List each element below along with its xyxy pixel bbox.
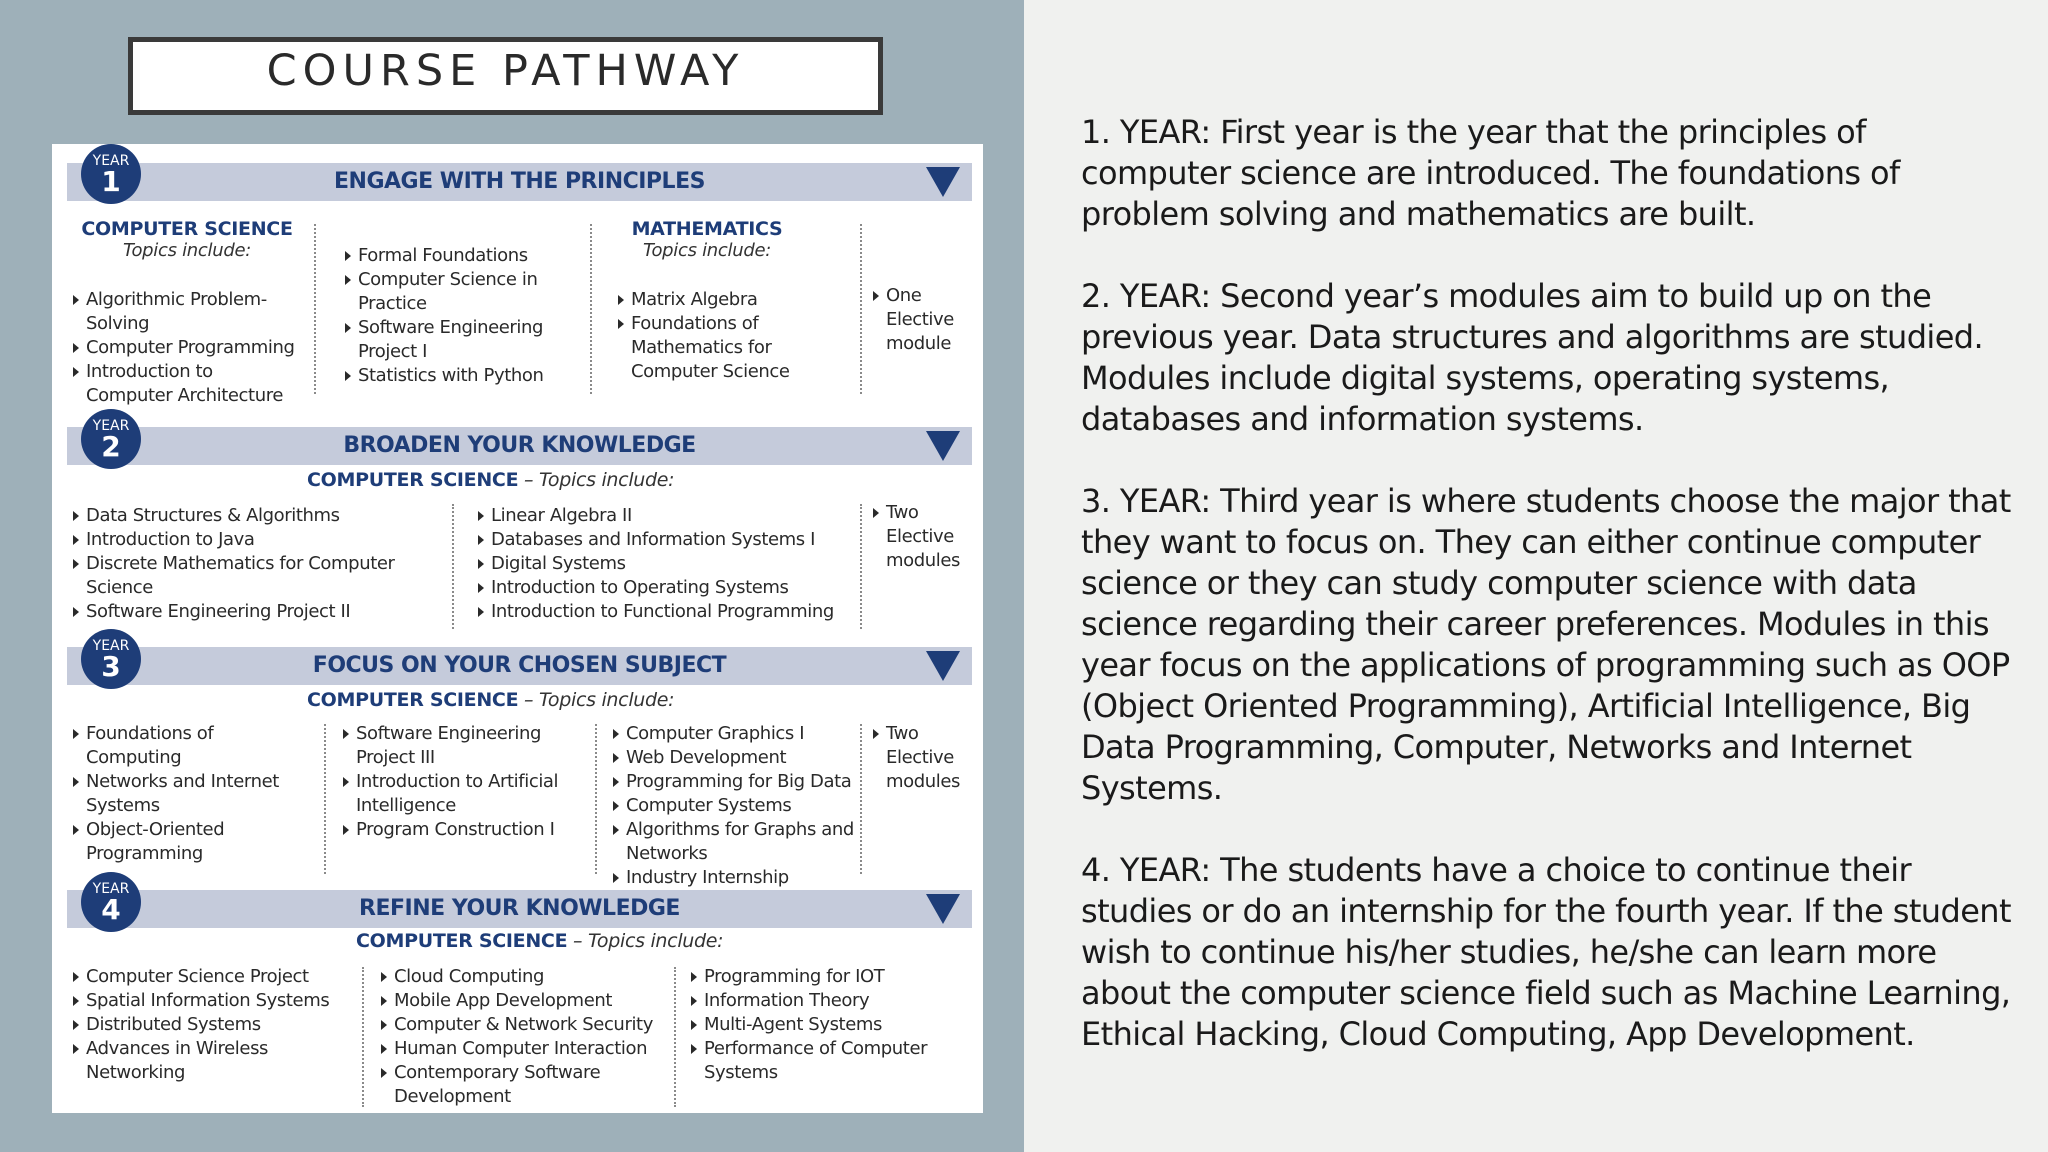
- list-item: Discrete Mathematics for Computer Science: [72, 552, 442, 600]
- badge-number: 4: [101, 893, 121, 926]
- year-3-topics-line: [307, 689, 674, 711]
- year-3-paragraph: 3. YEAR: Third year is where students choose the major that they want to focus on. They can either continue computer science or they can study computer science with data science regarding their career preferences. Modules in this year focus on the applications of programming such as OOP (Object Oriented Programming), Artificial Intelligence, Big Data Programming, Computer, Networks and Internet Systems.: [1081, 482, 2011, 807]
- course-pathway-diagram: [52, 144, 983, 1113]
- year-4-col-1: [72, 965, 342, 1085]
- list-item: Contemporary Software Development: [380, 1061, 675, 1109]
- badge-word: YEAR: [92, 881, 130, 897]
- badge-word: YEAR: [92, 418, 130, 434]
- list-item: Introduction to Functional Programming: [477, 600, 867, 624]
- list-item: Introduction to Java: [72, 528, 442, 552]
- list-item: Spatial Information Systems: [72, 989, 342, 1013]
- year-2-paragraph: 2. YEAR: Second year’s modules aim to build up on the previous year. Data structures and algorithms are studied. Modules include digital systems, operating systems, databases and information systems.: [1081, 277, 1984, 438]
- divider: [860, 724, 862, 874]
- list-item: Databases and Information Systems I: [477, 528, 867, 552]
- year-2-badge: [81, 409, 141, 469]
- year-4-paragraph: 4. YEAR: The students have a choice to continue their studies or do an internship for the fourth year. If the student wish to continue his/her studies, he/she can learn more about the computer science field such as Machine Learning, Ethical Hacking, Cloud Computing, App Development.: [1081, 851, 2011, 1053]
- list-item: Introduction to Operating Systems: [477, 576, 867, 600]
- year-1-paragraph: 1. YEAR: First year is the year that the principles of computer science are introduced. The foundations of problem solving and mathematics are built.: [1081, 113, 1900, 233]
- list-item: Software Engineering Project II: [72, 600, 442, 624]
- down-arrow-icon: [926, 167, 960, 197]
- list-item: Algorithmic Problem-Solving: [72, 288, 304, 336]
- year-3-elective: [872, 722, 972, 794]
- year-4-bar: [67, 890, 972, 928]
- divider: [590, 224, 592, 394]
- year-1-elective: [872, 284, 972, 356]
- cs-heading: COMPUTER SCIENCE: [81, 218, 293, 240]
- elective-item: One Elective module: [872, 284, 972, 356]
- year-1-math-header: [607, 218, 807, 261]
- year-2-bar: [67, 427, 972, 465]
- topics-include: – Topics include:: [524, 469, 675, 491]
- list-item: Mobile App Development: [380, 989, 675, 1013]
- badge-word: YEAR: [92, 153, 130, 169]
- list-item: Computer Systems: [612, 794, 857, 818]
- list-item: Human Computer Interaction: [380, 1037, 675, 1061]
- list-item: Networks and Internet Systems: [72, 770, 312, 818]
- divider: [362, 967, 364, 1107]
- year-3-col-1: [72, 722, 312, 866]
- list-item: Program Construction I: [342, 818, 572, 842]
- divider: [324, 724, 326, 874]
- elective-item: Two Elective modules: [872, 722, 972, 794]
- list-item: Formal Foundations: [344, 244, 544, 268]
- year-1-col-2: [344, 244, 544, 388]
- list-item: Distributed Systems: [72, 1013, 342, 1037]
- list-item: Introduction to Artificial Intelligence: [342, 770, 572, 818]
- cs-heading: COMPUTER SCIENCE: [307, 689, 519, 711]
- list-item: Programming for IOT: [690, 965, 950, 989]
- badge-number: 1: [101, 165, 121, 198]
- list-item: Programming for Big Data: [612, 770, 857, 794]
- cs-heading: COMPUTER SCIENCE: [356, 930, 568, 952]
- cs-heading: COMPUTER SCIENCE: [307, 469, 519, 491]
- topics-include: – Topics include:: [573, 930, 724, 952]
- year-2-heading: BROADEN YOUR KNOWLEDGE: [343, 433, 696, 458]
- divider: [860, 224, 862, 394]
- divider: [674, 967, 676, 1107]
- description-text: [1081, 112, 2011, 1096]
- year-1-heading: ENGAGE WITH THE PRINCIPLES: [334, 169, 705, 194]
- list-item: Web Development: [612, 746, 857, 770]
- list-item: Industry Internship: [612, 866, 857, 890]
- year-4-badge: [81, 872, 141, 932]
- year-2-elective: [872, 501, 972, 573]
- list-item: Matrix Algebra: [617, 288, 802, 312]
- badge-number: 3: [101, 650, 121, 683]
- list-item: Software Engineering Project I: [344, 316, 544, 364]
- title-box: [128, 37, 883, 115]
- list-item: Foundations of Mathematics for Computer Science: [617, 312, 802, 384]
- list-item: Information Theory: [690, 989, 950, 1013]
- list-item: Performance of Computer Systems: [690, 1037, 950, 1085]
- list-item: Linear Algebra II: [477, 504, 867, 528]
- year-3-col-2: [342, 722, 572, 842]
- year-4-col-3: [690, 965, 950, 1085]
- down-arrow-icon: [926, 894, 960, 924]
- topics-include: – Topics include:: [524, 689, 675, 711]
- year-3-col-3: [612, 722, 857, 890]
- year-4-heading: REFINE YOUR KNOWLEDGE: [359, 896, 680, 921]
- divider: [595, 724, 597, 874]
- year-1-col-3: [617, 288, 802, 384]
- year-4-topics-line: [356, 930, 723, 952]
- badge-word: YEAR: [92, 638, 130, 654]
- year-3-bar: [67, 647, 972, 685]
- badge-number: 2: [101, 430, 121, 463]
- topics-include: Topics include:: [643, 240, 771, 261]
- list-item: Algorithms for Graphs and Networks: [612, 818, 857, 866]
- year-3-heading: FOCUS ON YOUR CHOSEN SUBJECT: [312, 653, 727, 678]
- list-item: Computer Programming: [72, 336, 304, 360]
- math-heading: MATHEMATICS: [631, 218, 783, 240]
- list-item: Digital Systems: [477, 552, 867, 576]
- year-2-topics-line: [307, 469, 674, 491]
- list-item: Computer Science Project: [72, 965, 342, 989]
- list-item: Data Structures & Algorithms: [72, 504, 442, 528]
- list-item: Object-Oriented Programming: [72, 818, 312, 866]
- list-item: Computer Science in Practice: [344, 268, 544, 316]
- year-1-bar: [67, 163, 972, 201]
- list-item: Software Engineering Project III: [342, 722, 572, 770]
- divider: [314, 224, 316, 394]
- elective-item: Two Elective modules: [872, 501, 972, 573]
- year-1-cs-header: [72, 218, 302, 261]
- year-1-col-1: [72, 288, 304, 408]
- list-item: Computer Graphics I: [612, 722, 857, 746]
- down-arrow-icon: [926, 651, 960, 681]
- list-item: Introduction to Computer Architecture: [72, 360, 304, 408]
- down-arrow-icon: [926, 431, 960, 461]
- list-item: Foundations of Computing: [72, 722, 312, 770]
- list-item: Statistics with Python: [344, 364, 544, 388]
- list-item: Multi-Agent Systems: [690, 1013, 950, 1037]
- year-4-col-2: [380, 965, 675, 1109]
- divider: [452, 504, 454, 629]
- year-2-col-1: [72, 504, 442, 624]
- year-3-badge: [81, 629, 141, 689]
- page-title: COURSE PATHWAY: [266, 46, 745, 96]
- list-item: Computer & Network Security: [380, 1013, 675, 1037]
- list-item: Cloud Computing: [380, 965, 675, 989]
- year-1-badge: [81, 144, 141, 204]
- divider: [860, 504, 862, 629]
- list-item: Advances in Wireless Networking: [72, 1037, 342, 1085]
- topics-include: Topics include:: [123, 240, 251, 261]
- year-2-col-2: [477, 504, 867, 624]
